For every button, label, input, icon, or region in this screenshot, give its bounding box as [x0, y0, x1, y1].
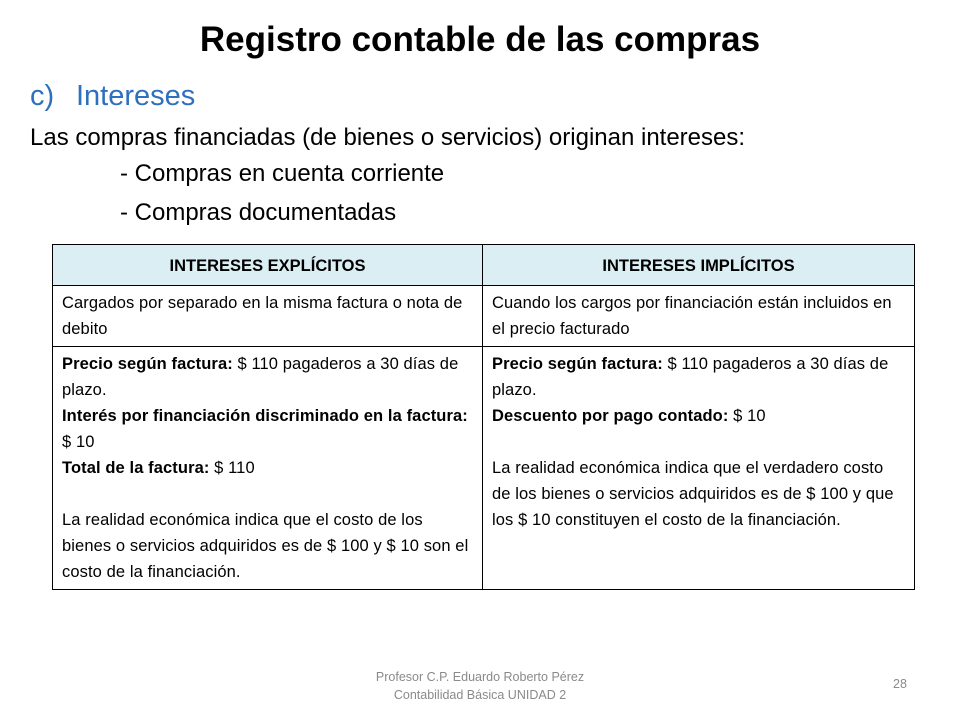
section-title: Intereses [76, 80, 196, 112]
implicit-discount-label: Descuento por pago contado: [492, 407, 729, 425]
explicit-price-line [62, 351, 474, 403]
example-explicit [53, 347, 483, 590]
implicit-discount-line [492, 403, 906, 429]
implicit-discount-value: $ 10 [728, 407, 766, 425]
footer-author: Profesor C.P. Eduardo Roberto Pérez [375, 670, 585, 684]
explicit-price-label: Precio según factura: [62, 355, 233, 373]
implicit-conclusion: La realidad económica indica que el verdadero costo de los bienes o servicios adquiridos es de $ 100 y que los $ 10 constituyen el costo de la financiación. [492, 459, 894, 529]
bullet-item: - Compras documentadas [120, 199, 397, 226]
explicit-interest-value: $ 10 [62, 433, 95, 451]
spacer [62, 481, 474, 507]
explicit-total-label: Total de la factura: [62, 459, 210, 477]
header-explicit: INTERESES EXPLÍCITOS [53, 245, 483, 286]
table-row-example [53, 347, 915, 590]
definition-implicit: Cuando los cargos por financiación están incluidos en el precio facturado [483, 286, 915, 347]
implicit-price-value: $ 110 pagaderos a 30 días de plazo. [492, 355, 889, 399]
slide-title: Registro contable de las compras [199, 20, 761, 59]
explicit-interest-label: Interés por financiación discriminado en la factura: [62, 407, 468, 425]
explicit-interest-line [62, 403, 474, 455]
definition-explicit: Cargados por separado en la misma factura o nota de debito [53, 286, 483, 347]
explicit-conclusion: La realidad económica indica que el costo de los bienes o servicios adquiridos es de $ 100 y $ 10 son el costo de la financiación. [62, 511, 469, 581]
section-heading [30, 76, 195, 116]
bullet-item: - Compras en cuenta corriente [120, 160, 445, 187]
explicit-total-line [62, 455, 474, 481]
explicit-total-value: $ 110 [209, 459, 255, 477]
footer-course: Contabilidad Básica UNIDAD 2 [393, 688, 567, 702]
explicit-price-value: $ 110 pagaderos a 30 días de plazo. [62, 355, 459, 399]
footer [0, 668, 960, 704]
example-implicit [483, 347, 915, 590]
intro-text: Las compras financiadas (de bienes o servicios) originan intereses: [30, 124, 746, 151]
table-header-row [53, 245, 915, 286]
comparison-table [52, 244, 915, 590]
implicit-price-label: Precio según factura: [492, 355, 663, 373]
table-row-definition [53, 286, 915, 347]
page-number: 28 [893, 677, 907, 691]
spacer [492, 429, 906, 455]
section-letter: c) [30, 80, 55, 112]
header-implicit: INTERESES IMPLÍCITOS [483, 245, 915, 286]
implicit-price-line [492, 351, 906, 403]
